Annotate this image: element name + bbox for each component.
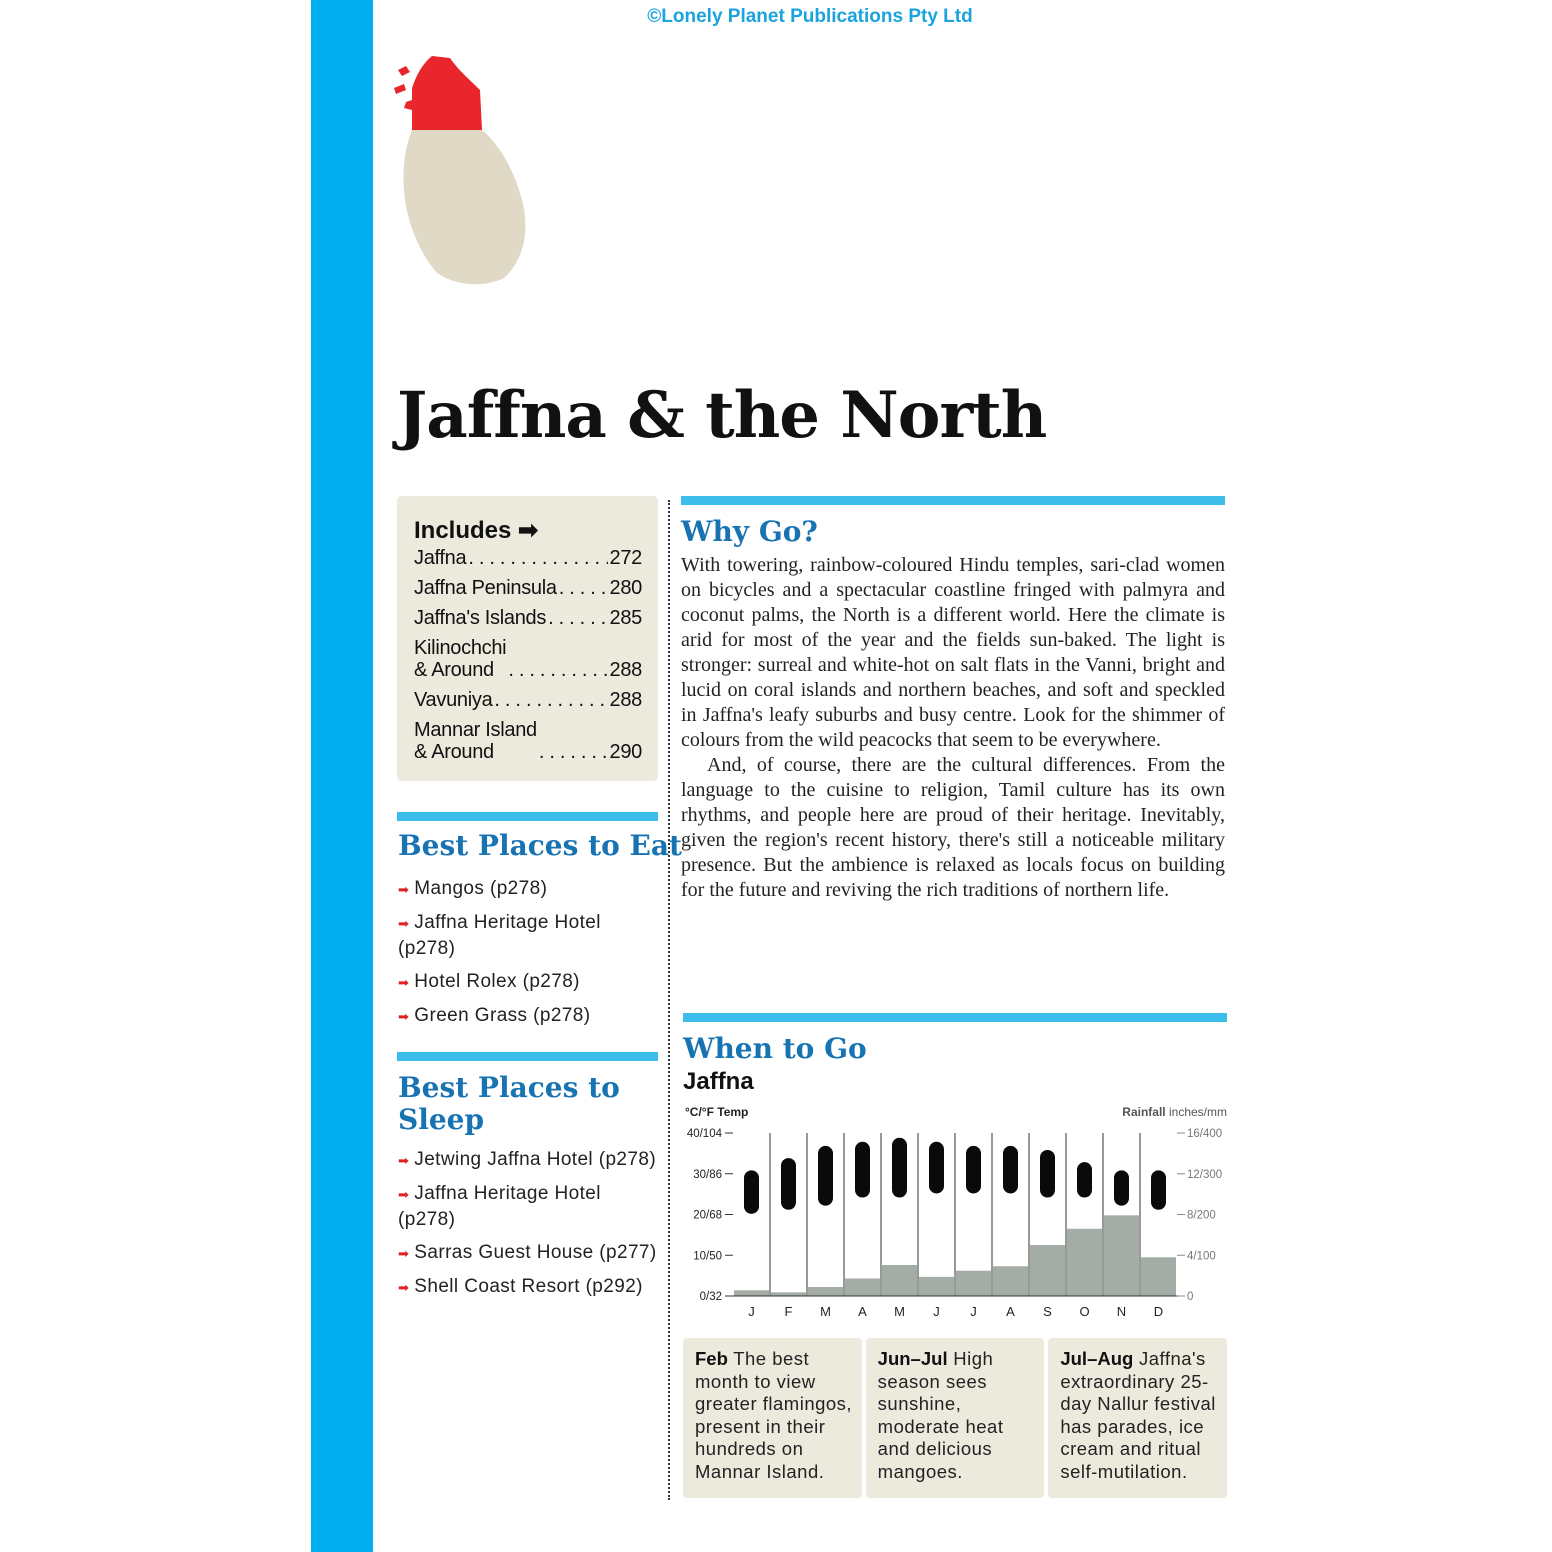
month-label: J	[748, 1304, 755, 1319]
rainfall-bar	[956, 1271, 991, 1296]
includes-item	[414, 719, 642, 763]
month-label: M	[820, 1304, 831, 1319]
leader-dots	[508, 659, 607, 681]
leader-dots	[548, 607, 607, 629]
includes-item	[414, 577, 642, 599]
red-arrow-icon: ➡	[398, 1246, 410, 1261]
when-to-go-box-text: High season sees sunshine, moderate heat and delicious mangoes.	[877, 1348, 1004, 1482]
leader-dots	[559, 577, 608, 599]
place-list-item	[398, 1240, 660, 1266]
why-go-heading: Why Go?	[681, 515, 818, 548]
leader-dots	[539, 741, 608, 763]
when-to-go-box-label: Feb	[695, 1348, 728, 1369]
section-rule	[397, 1052, 658, 1061]
month-label: O	[1079, 1304, 1090, 1319]
red-arrow-icon: ➡	[398, 1187, 410, 1202]
rain-tick-label: 0	[1187, 1291, 1194, 1303]
place-name: Jaffna Heritage Hotel (p278)	[398, 912, 601, 959]
month-label: S	[1043, 1304, 1052, 1319]
includes-item-name: Jaffna Peninsula	[414, 577, 557, 599]
when-to-go-box	[1048, 1338, 1227, 1498]
temp-axis-label: °C/°F Temp	[685, 1105, 749, 1119]
place-name: Hotel Rolex (p278)	[414, 971, 580, 992]
right-arrow-icon: ➡	[518, 517, 539, 544]
includes-item	[414, 607, 642, 629]
rainfall-bar	[734, 1290, 769, 1296]
section-rule	[397, 812, 658, 821]
place-list-item	[398, 876, 660, 902]
includes-item-page: 272	[609, 547, 642, 569]
includes-item-page: 288	[609, 689, 642, 711]
rain-tick-label: 16/400	[1187, 1128, 1223, 1140]
section-rule	[681, 496, 1225, 505]
temp-tick-label: 30/86	[693, 1168, 722, 1181]
month-label: M	[894, 1304, 905, 1319]
red-arrow-icon: ➡	[398, 916, 410, 931]
rainfall-bar	[993, 1266, 1028, 1296]
rainfall-bar	[919, 1277, 954, 1296]
chart-place-name: Jaffna	[683, 1068, 754, 1095]
temp-tick-label: 10/50	[693, 1250, 722, 1263]
month-label: A	[1006, 1304, 1015, 1319]
map-rest-of-island	[403, 130, 525, 284]
rain-tick-label: 8/200	[1187, 1209, 1216, 1222]
best-sleep-heading: Best Places to Sleep	[398, 1071, 620, 1136]
rainfall-bar	[845, 1278, 880, 1296]
includes-item-name: Kilinochchi & Around	[414, 637, 507, 681]
red-arrow-icon: ➡	[398, 1009, 410, 1024]
chapter-title: Jaffna & the North	[397, 378, 1047, 453]
rainfall-bar	[808, 1287, 843, 1296]
place-name: Mangos (p278)	[414, 878, 548, 899]
rain-tick-label: 12/300	[1187, 1168, 1223, 1181]
temp-tick-label: 0/32	[699, 1291, 722, 1303]
includes-box	[397, 496, 658, 781]
why-go-body	[681, 553, 1225, 903]
leader-dots	[494, 689, 607, 711]
month-label: N	[1116, 1304, 1127, 1319]
red-arrow-icon: ➡	[398, 882, 410, 897]
map-northern-islands	[394, 66, 412, 110]
includes-item-page: 290	[609, 741, 642, 763]
sri-lanka-locator-map	[392, 50, 542, 290]
place-name: Shell Coast Resort (p292)	[414, 1276, 643, 1297]
place-list-item	[398, 1181, 660, 1232]
column-divider	[668, 500, 670, 1500]
best-eat-list	[398, 876, 660, 1037]
when-to-go-boxes	[683, 1338, 1227, 1498]
when-to-go-box-text: Jaffna's extraordinary 25-day Nallur festival has parades, ice cream and ritual self-mutilation.	[1060, 1348, 1216, 1482]
place-list-item	[398, 910, 660, 961]
place-name: Jaffna Heritage Hotel (p278)	[398, 1183, 601, 1230]
leader-dots	[468, 547, 607, 569]
why-go-paragraph: With towering, rainbow-coloured Hindu temples, sari-clad women on bicycles and a spectacular coastline fringed with palmyra and coconut palms, the North is a different world. Here the climate is arid for most of the year and the fields sun-baked. The light is stronger: surreal and white-hot on salt flats in the Vanni, bright and lucid on coral islands and northern beaches, and soft and speckled in Jaffna's leafy suburbs and busy centre. Look for the shimmer of colours from the wild peacocks that seem to be everywhere.	[681, 554, 1225, 751]
when-to-go-box-label: Jun–Jul	[877, 1348, 948, 1369]
includes-item	[414, 637, 642, 681]
month-label: A	[858, 1304, 867, 1319]
month-label: F	[784, 1304, 793, 1319]
month-label: J	[933, 1304, 940, 1319]
rainfall-bar	[882, 1265, 917, 1296]
temp-tick-label: 40/104	[686, 1128, 722, 1140]
includes-item-page: 285	[609, 607, 642, 629]
rainfall-bar	[1141, 1257, 1176, 1296]
temp-tick-label: 20/68	[693, 1209, 722, 1222]
rain-tick-label: 4/100	[1187, 1250, 1216, 1263]
includes-item	[414, 689, 642, 711]
place-name: Jetwing Jaffna Hotel (p278)	[414, 1149, 657, 1170]
includes-list	[414, 547, 642, 763]
includes-item-page: 288	[609, 659, 642, 681]
includes-item-name: Jaffna	[414, 547, 467, 569]
place-list-item	[398, 969, 660, 995]
when-to-go-box-text: The best month to view greater flamingos, present in their hundreds on Mannar Island.	[695, 1348, 853, 1482]
when-to-go-box	[866, 1338, 1045, 1498]
place-name: Green Grass (p278)	[414, 1005, 591, 1026]
includes-item-name: Mannar Island & Around	[414, 719, 537, 763]
why-go-paragraph: And, of course, there are the cultural differences. From the language to the cuisine to religion, Tamil culture has its own rhythms, and people here are proud of their heritage. Inevitably, given the region's recent history, there's still a noticeable military presence. But the ambience is relaxed as locals focus on building for the future and reviving the rich traditions of northern life.	[681, 754, 1225, 901]
rainfall-bar	[1030, 1245, 1065, 1296]
place-list-item	[398, 1274, 660, 1300]
month-label: J	[970, 1304, 977, 1319]
map-northern-region	[412, 56, 482, 130]
red-arrow-icon: ➡	[398, 975, 410, 990]
copyright-notice: ©Lonely Planet Publications Pty Ltd	[647, 6, 973, 27]
rainfall-bar	[1067, 1229, 1102, 1296]
place-list-item	[398, 1147, 660, 1173]
includes-item	[414, 547, 642, 569]
place-list-item	[398, 1003, 660, 1029]
place-name: Sarras Guest House (p277)	[414, 1242, 657, 1263]
rain-axis-label: Rainfall inches/mm	[1122, 1105, 1227, 1119]
red-arrow-icon: ➡	[398, 1153, 410, 1168]
rainfall-bar	[1104, 1215, 1139, 1296]
when-to-go-heading: When to Go	[683, 1032, 867, 1065]
month-label: D	[1153, 1304, 1164, 1319]
when-to-go-box	[683, 1338, 862, 1498]
includes-item-page: 280	[609, 577, 642, 599]
includes-item-name: Jaffna's Islands	[414, 607, 547, 629]
red-arrow-icon: ➡	[398, 1280, 410, 1295]
section-rule	[683, 1013, 1227, 1022]
chapter-side-strip	[311, 0, 373, 1552]
climate-chart	[681, 1100, 1227, 1322]
best-eat-heading: Best Places to Eat	[398, 829, 682, 862]
includes-heading: Includes ➡	[414, 517, 539, 544]
rainfall-bar	[771, 1292, 806, 1296]
best-sleep-list	[398, 1147, 660, 1308]
includes-item-name: Vavuniya	[414, 689, 493, 711]
when-to-go-box-label: Jul–Aug	[1060, 1348, 1134, 1369]
